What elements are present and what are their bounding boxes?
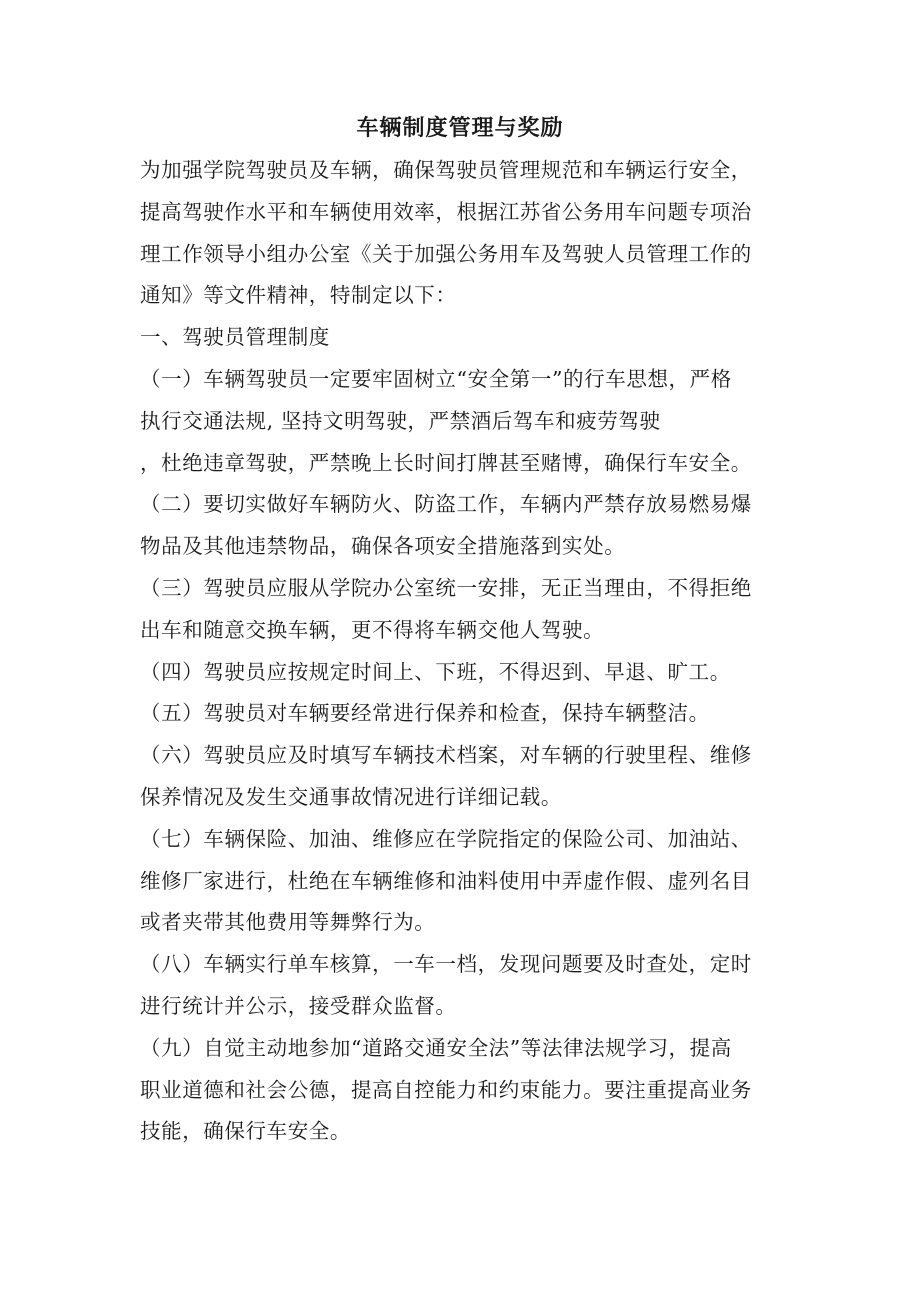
rule-9-line-2: 职业道德和社会公德，提高自控能力和约束能力。要注重提高业务 <box>140 1077 752 1102</box>
intro-line-4: 通知》等文件精神，特制定以下： <box>140 283 457 308</box>
rule-1-line-2: 执行交通法规, 坚持文明驾驶，严禁酒后驾车和疲劳驾驶 <box>140 408 661 433</box>
rule-8-line-2: 进行统计并公示，接受群众监督。 <box>140 993 457 1018</box>
rule-7-line-1: （七）车辆保险、加油、维修应在学院指定的保险公司、加油站、 <box>140 826 752 851</box>
rule-5-line-1: （五）驾驶员对车辆要经常进行保养和检查，保持车辆整洁。 <box>140 701 710 726</box>
section-heading: 一、驾驶员管理制度 <box>140 325 330 350</box>
rule-2-line-2: 物品及其他违禁物品，确保各项安全措施落到实处。 <box>140 534 626 559</box>
rule-1-line-3: ，杜绝违章驾驶，严禁晚上长时间打牌甚至赌博，确保行车安全。 <box>140 450 752 475</box>
intro-line-2: 提高驾驶作水平和车辆使用效率，根据江苏省公务用车问题专项治 <box>140 199 752 224</box>
rule-2-line-1: （二）要切实做好车辆防火、防盗工作，车辆内严禁存放易燃易爆 <box>140 492 752 517</box>
rule-1-line-1: （一）车辆驾驶员一定要牢固树立“安全第一”的行车思想，严格 <box>140 366 732 391</box>
rule-3-line-2: 出车和随意交换车辆，更不得将车辆交他人驾驶。 <box>140 617 605 642</box>
intro-line-3: 理工作领导小组办公室《关于加强公务用车及驾驶人员管理工作的 <box>140 241 752 266</box>
rule-7-line-2: 维修厂家进行，杜绝在车辆维修和油料使用中弄虚作假、虚列名目 <box>140 868 752 893</box>
rule-8-line-1: （八）车辆实行单车核算，一车一档，发现问题要及时查处，定时 <box>140 952 752 977</box>
rule-3-line-1: （三）驾驶员应服从学院办公室统一安排，无正当理由，不得拒绝 <box>140 575 752 600</box>
rule-7-line-3: 或者夹带其他费用等舞弊行为。 <box>140 910 436 935</box>
rule-9-line-1: （九）自觉主动地参加“道路交通安全法”等法律法规学习，提高 <box>140 1035 732 1060</box>
rule-4-line-1: （四）驾驶员应按规定时间上、下班，不得迟到、早退、旷工。 <box>140 659 731 684</box>
document-title: 车辆制度管理与奖励 <box>356 116 564 141</box>
document-page <box>140 108 780 1153</box>
rule-6-line-2: 保养情况及发生交通事故情况进行详细记载。 <box>140 784 562 809</box>
rule-9-line-3: 技能，确保行车安全。 <box>140 1119 351 1144</box>
intro-line-1: 为加强学院驾驶员及车辆，确保驾驶员管理规范和车辆运行安全， <box>140 158 752 182</box>
rule-6-line-1: （六）驾驶员应及时填写车辆技术档案，对车辆的行驶里程、维修 <box>140 743 752 768</box>
